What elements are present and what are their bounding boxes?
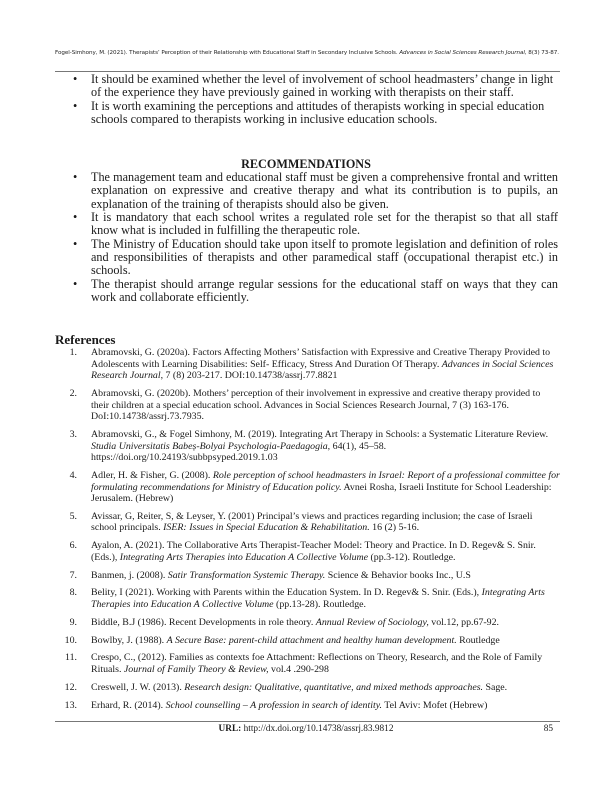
reference-number: 6.: [69, 540, 77, 552]
recommendation-item: [58, 278, 558, 305]
reference-source: School counselling – A profession in search of identity.: [165, 699, 383, 711]
reference-item: [55, 617, 560, 629]
bullet-icon: •: [73, 210, 78, 225]
reference-details: (pp.3-12). Routledge.: [368, 551, 456, 563]
reference-item: [55, 635, 560, 647]
reference-details: , 7 (8) 203-217. DOI:10.14738/assrj.77.8821: [160, 370, 338, 382]
reference-source: ISER: Issues in Special Education & Rehabilitation.: [163, 522, 370, 534]
reference-details: Avnei Rosha, Israeli Institute for School Leadership: Jerusalem. (Hebrew): [91, 481, 552, 505]
bullet-item: [58, 100, 558, 127]
reference-text: Belity, I (2021). Working with Parents within the Education System. In D. Regev& S. Snir. (Eds.),: [91, 587, 482, 599]
reference-details: Science & Behavior books Inc., U.S: [325, 569, 471, 581]
reference-source: Research design: Qualitative, quantitative, and mixed methods approaches.: [184, 681, 484, 693]
reference-text: Abramovski, G. (2020a). Factors Affecting Mothers’ Satisfaction with Expressive and Creative Therapy Provided to Adolescents with Learning Disabilities: Self- Efficacy, Stress And Duration Of Therapy.: [91, 347, 551, 370]
recommendation-item: [58, 238, 558, 278]
reference-source: Advances in Social Sciences Research Journal: [91, 358, 554, 382]
references-list: [55, 347, 560, 717]
reference-text: Adler, H. & Fisher, G. (2008).: [91, 469, 213, 481]
reference-item: [55, 652, 560, 675]
reference-source: Integrating Arts Therapies into Education A Collective Volume: [119, 551, 369, 563]
reference-text: Abramovski, G., & Fogel Simhony, M. (2019). Integrating Art Therapy in Schools: a Systematic Literature Review.: [91, 428, 549, 440]
reference-item: [55, 347, 560, 382]
running-head-journal: Advances in Social Sciences Research Journal,: [399, 50, 527, 56]
continued-bullet-list: [58, 73, 558, 126]
reference-source: Role perception of school headmasters in Israel: Report of a professional committee for formulating recommendations for Ministry of Education policy.: [91, 469, 560, 493]
reference-item: [55, 587, 560, 610]
reference-details: vol.4 .290-298: [268, 663, 329, 675]
reference-number: 11.: [65, 652, 77, 664]
reference-source: Integrating Arts Therapies into Education A Collective Volume: [91, 587, 545, 610]
bullet-icon: •: [73, 98, 78, 113]
reference-source: A Secure Base: parent-child attachment and healthy human development.: [166, 634, 457, 646]
reference-item: [55, 470, 560, 505]
reference-item: [55, 570, 560, 582]
reference-item: [55, 682, 560, 694]
recommendation-item: [58, 211, 558, 238]
recommendations-list: [58, 171, 558, 304]
references-heading: References: [55, 332, 116, 347]
bullet-icon: •: [73, 170, 78, 184]
recommendation-item: [58, 171, 558, 211]
reference-details: Sage.: [483, 681, 508, 693]
running-head: [55, 49, 565, 58]
footer-url: [0, 724, 612, 735]
reference-text: Bowlby, J. (1988).: [91, 634, 167, 646]
reference-item: [55, 511, 560, 534]
bullet-item: [58, 73, 558, 100]
page-number: 85: [543, 724, 553, 734]
reference-details: (pp.13-28). Routledge.: [273, 599, 367, 610]
reference-text: Abramovski, G. (2020b). Mothers’ perception of their involvement in expressive and creative therapy provided to their children at a special education school. Advances in Social Sciences Research Journal, 7 (3) 163-176. DoI:10.14738/assrj.73.7935.: [91, 387, 541, 423]
footer-url-link[interactable]: http://dx.doi.org/10.14738/assrj.83.9812: [241, 724, 394, 734]
reference-number: 2.: [69, 387, 77, 399]
bullet-icon: •: [73, 276, 78, 291]
reference-item: [55, 388, 560, 423]
bullet-icon: •: [73, 236, 78, 251]
footer-url-label: URL:: [218, 724, 242, 734]
recommendation-text: It is mandatory that each school writes a regulated role set for the therapist so that all staff know what is included in fulfilling the therapeutic role.: [91, 210, 558, 238]
reference-number: 7.: [69, 569, 77, 581]
reference-text: Avissar, G, Reiter, S, & Leyser, Y. (2001) Principal’s views and practices regarding inclusion; the case of Israeli school principals.: [91, 510, 533, 534]
reference-item: [55, 700, 560, 712]
reference-text: Ayalon, A. (2021). The Collaborative Arts Therapist-Teacher Model: Theory and Practice. In D. Regev& S. Snir. (Eds.),: [91, 540, 536, 563]
reference-number: 5.: [69, 510, 77, 522]
reference-text: Crespo, C., (2012). Families as contexts foe Attachment: Reflections on Theory, Research, and the Role of Family Rituals.: [91, 652, 543, 675]
footer-rule: [55, 721, 560, 722]
reference-item: [55, 429, 560, 464]
reference-source: Journal of Family Theory & Review,: [123, 663, 269, 675]
recommendations-heading: RECOMMENDATIONS: [241, 157, 371, 171]
reference-item: [55, 540, 560, 563]
reference-number: 3.: [69, 428, 77, 440]
bullet-icon: •: [73, 72, 78, 86]
reference-number: 1.: [69, 347, 77, 358]
reference-text: Erhard, R. (2014).: [91, 699, 166, 711]
reference-number: 13.: [64, 699, 77, 711]
reference-source: Satir Transformation Systemic Therapy.: [167, 569, 326, 581]
reference-source: Annual Review of Sociology,: [315, 616, 429, 628]
reference-source: Studia Universitatis Babeș-Bolyai Psychologia-Paedagogia,: [91, 440, 331, 452]
reference-text: Biddle, B.J (1986). Recent Developments in role theory.: [91, 616, 316, 628]
reference-number: 10.: [64, 634, 77, 646]
reference-text: Banmen, j. (2008).: [91, 569, 168, 581]
recommendation-text: The management team and educational staff must be given a comprehensive frontal and written explanation on expressive and creative therapy and what its contribution is to pupils, an explanation of the training of therapists should also be given.: [91, 170, 558, 211]
reference-details: 64(1), 45–58. https://doi.org/10.24193/subbpsyped.2019.1.03: [91, 440, 387, 464]
reference-details: vol.12, pp.67-92.: [428, 616, 500, 628]
reference-number: 9.: [69, 616, 77, 628]
reference-details: Routledge: [456, 634, 500, 646]
reference-number: 12.: [64, 681, 77, 693]
bullet-text: It should be examined whether the level of involvement of school headmasters’ change in light of the experience they have previously gained in working with therapists on their staff.: [91, 72, 554, 100]
reference-number: 4.: [69, 469, 77, 481]
running-head-volume: 8(3) 73-87.: [526, 50, 560, 56]
bullet-text: It is worth examining the perceptions and attitudes of therapists working in special education schools compared to therapists working in inclusive education schools.: [91, 98, 545, 127]
recommendation-text: The Ministry of Education should take upon itself to promote legislation and definition of roles and responsibilities of therapists and other paramedical staff (occupational therapist etc.) in schools.: [91, 236, 558, 278]
reference-number: 8.: [69, 587, 77, 599]
reference-details: 16 (2) 5-16.: [369, 522, 420, 534]
running-head-citation: Fogel-Simhony, M. (2021). Therapists’ Perception of their Relationship with Educational Staff in Secondary Inclusive Schools.: [55, 50, 400, 56]
reference-text: Creswell, J. W. (2013).: [91, 681, 185, 693]
reference-details: Tel Aviv: Mofet (Hebrew): [382, 699, 488, 711]
recommendation-text: The therapist should arrange regular sessions for the educational staff on ways that they can work and collaborate efficiently.: [91, 276, 558, 305]
